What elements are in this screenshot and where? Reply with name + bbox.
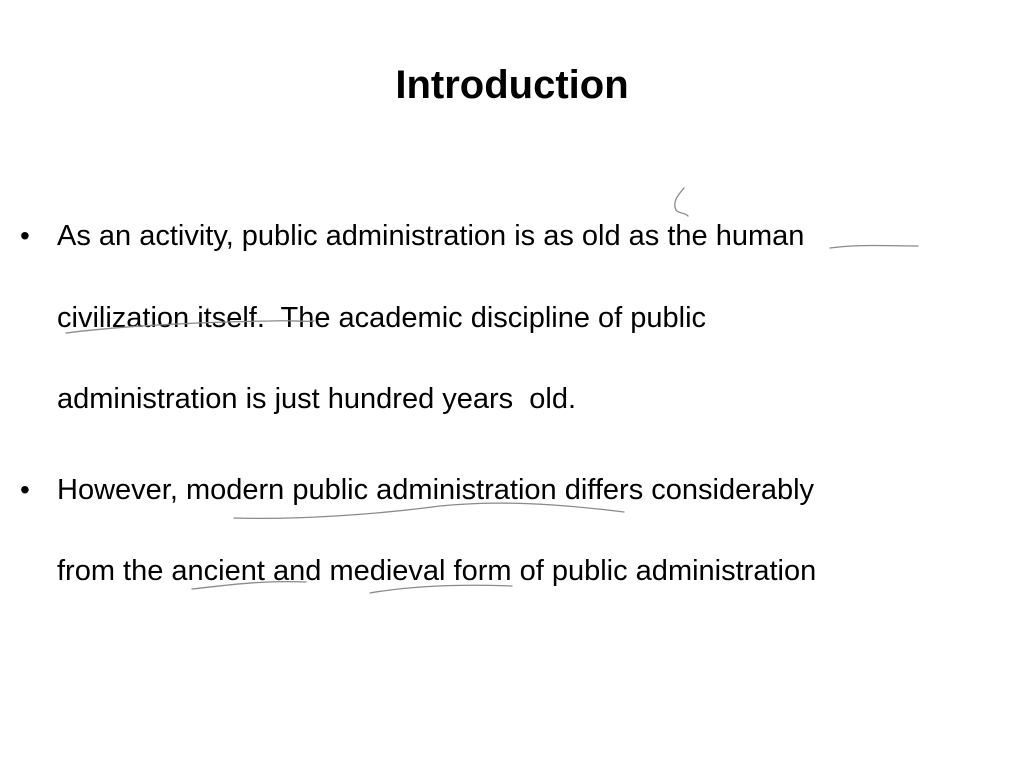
bullet-line: civilization itself. The academic discipline of public xyxy=(57,302,707,334)
bullet-line: from the ancient and medieval form of public administration xyxy=(57,555,817,587)
ink-underline-human xyxy=(830,246,918,249)
bullet-marker: • xyxy=(20,474,30,505)
bullet-line: As an activity, public administration is as old as the human xyxy=(57,220,805,252)
slide-title: Introduction xyxy=(395,63,629,107)
bullet-line: However, modern public administration differs considerably xyxy=(57,474,815,506)
bullet-line: administration is just hundred years old. xyxy=(57,383,577,415)
bullet-marker: • xyxy=(20,220,30,251)
ink-squiggle-mark xyxy=(675,188,688,216)
